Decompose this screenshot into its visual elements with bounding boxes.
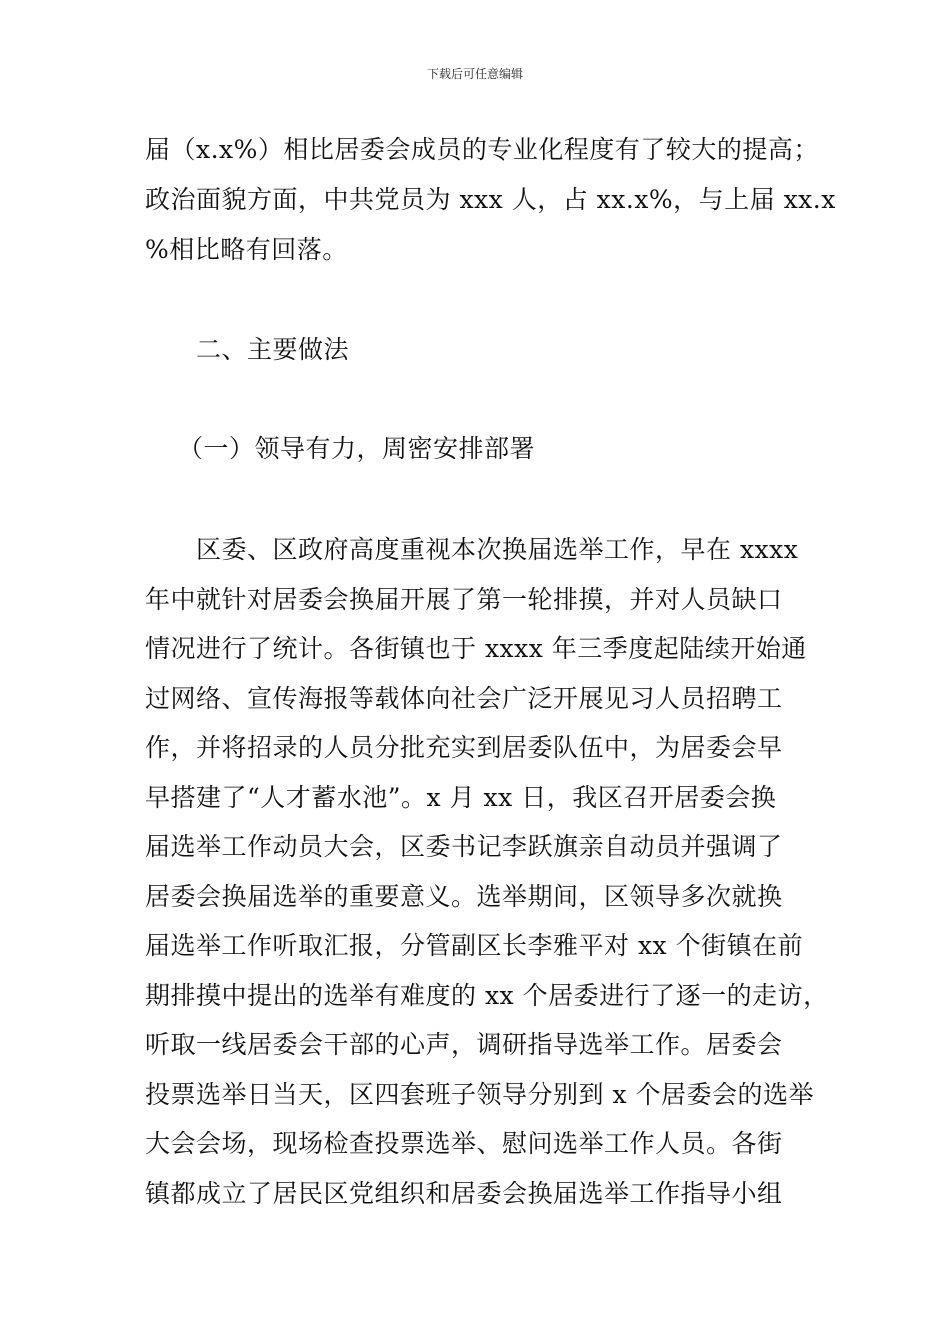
paragraph-line: 届选举工作动员大会，区委书记李跃旗亲自动员并强调了: [145, 832, 783, 861]
paragraph-line: 届（x.x%）相比居委会成员的专业化程度有了较大的提高；: [145, 135, 819, 164]
paragraph-line: 期排摸中提出的选举有难度的 xx 个居委进行了逐一的走访，: [145, 981, 829, 1010]
section-subheading: （一）领导有力，周密安排部署: [178, 434, 536, 463]
page-header: 下载后可任意编辑: [426, 67, 523, 81]
paragraph-line: 情况进行了统计。各街镇也于 xxxx 年三季度起陆续开始通: [145, 634, 807, 663]
paragraph-line: 年中就针对居委会换届开展了第一轮排摸，并对人员缺口: [145, 585, 783, 614]
paragraph-line: 早搭建了“人才蓄水池”。x 月 xx 日，我区召开居委会换: [145, 783, 777, 812]
paragraph-line: 政治面貌方面，中共党员为 xxx 人，占 xx.x%，与上届 xx.x: [145, 185, 836, 214]
section-heading: 二、主要做法: [196, 335, 350, 364]
paragraph-line: 镇都成立了居民区党组织和居委会换届选举工作指导小组: [145, 1179, 783, 1208]
paragraph-line: 过网络、宣传海报等载体向社会广泛开展见习人员招聘工: [145, 684, 783, 713]
paragraph-line: 区委、区政府高度重视本次换届选举工作，早在 xxxx: [196, 535, 799, 564]
paragraph-line: 听取一线居委会干部的心声，调研指导选举工作。居委会: [145, 1030, 783, 1059]
paragraph-line: 作，并将招录的人员分批充实到居委队伍中，为居委会早: [145, 733, 783, 762]
paragraph-line: 投票选举日当天，区四套班子领导分别到 x 个居委会的选举: [145, 1080, 814, 1109]
paragraph-line: 届选举工作听取汇报，分管副区长李雅平对 xx 个街镇在前: [145, 931, 804, 960]
paragraph-line: %相比略有回落。: [145, 235, 348, 264]
paragraph-line: 居委会换届选举的重要意义。选举期间，区领导多次就换: [145, 882, 783, 911]
paragraph-line: 大会会场，现场检查投票选举、慰问选举工作人员。各街: [145, 1129, 783, 1158]
